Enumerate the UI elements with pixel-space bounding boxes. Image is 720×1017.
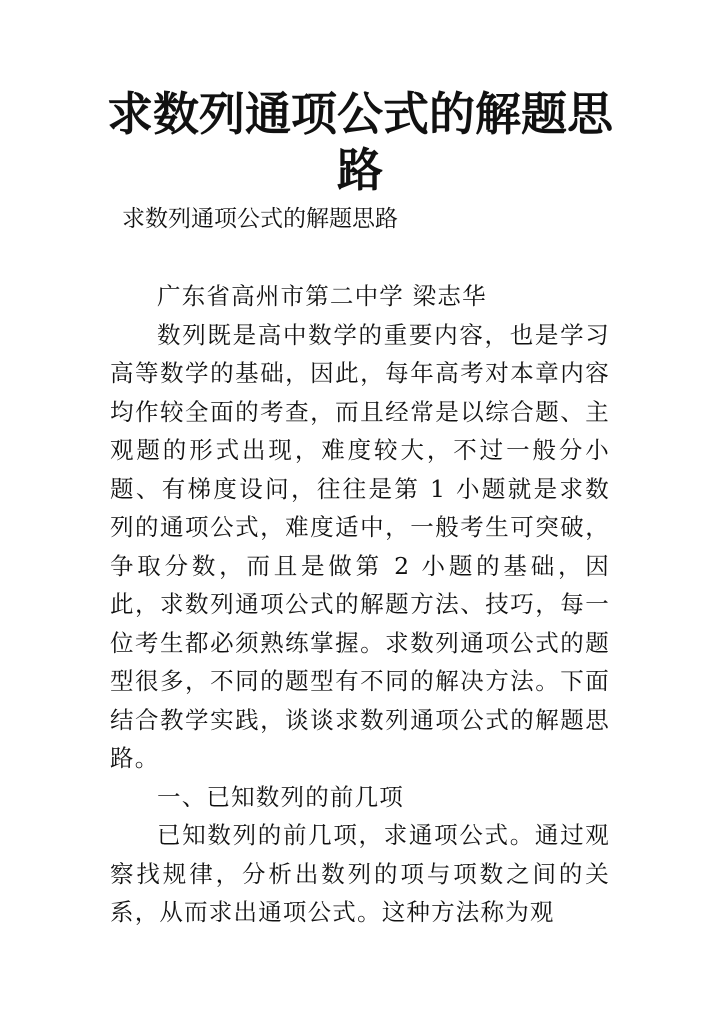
document-subtitle: 求数列通项公式的解题思路 <box>122 206 398 232</box>
section-heading: 一、已知数列的前几项 <box>157 782 404 811</box>
paragraph-section-1: 已知数列的前几项，求通项公式。通过观察找规律，分析出数列的项与项数之间的关系，从而求出通项公式。这种方法称为观 <box>110 821 610 926</box>
document-body <box>110 277 610 932</box>
paragraph-intro: 数列既是高中数学的重要内容，也是学习高等数学的基础，因此，每年高考对本章内容均作较全面的考查，而且经常是以综合题、主观题的形式出现，难度较大，不过一般分小题、有梯度设问，往往是第 1 小题就是求数列的通项公式，难度适中，一般考生可突破，争取分数，而且是做第 2 小题的基础，因此，求数列通项公式的解题方法、技巧，每一位考生都必须熟练掌握。求数列通项公式的题型很多，不同的题型有不同的解决方法。下面结合教学实践，谈谈求数列通项公式的解题思路。 <box>110 320 610 772</box>
document-title: 求数列通项公式的解题思路 <box>107 87 613 197</box>
author-line: 广东省高州市第二中学 梁志华 <box>157 282 487 310</box>
